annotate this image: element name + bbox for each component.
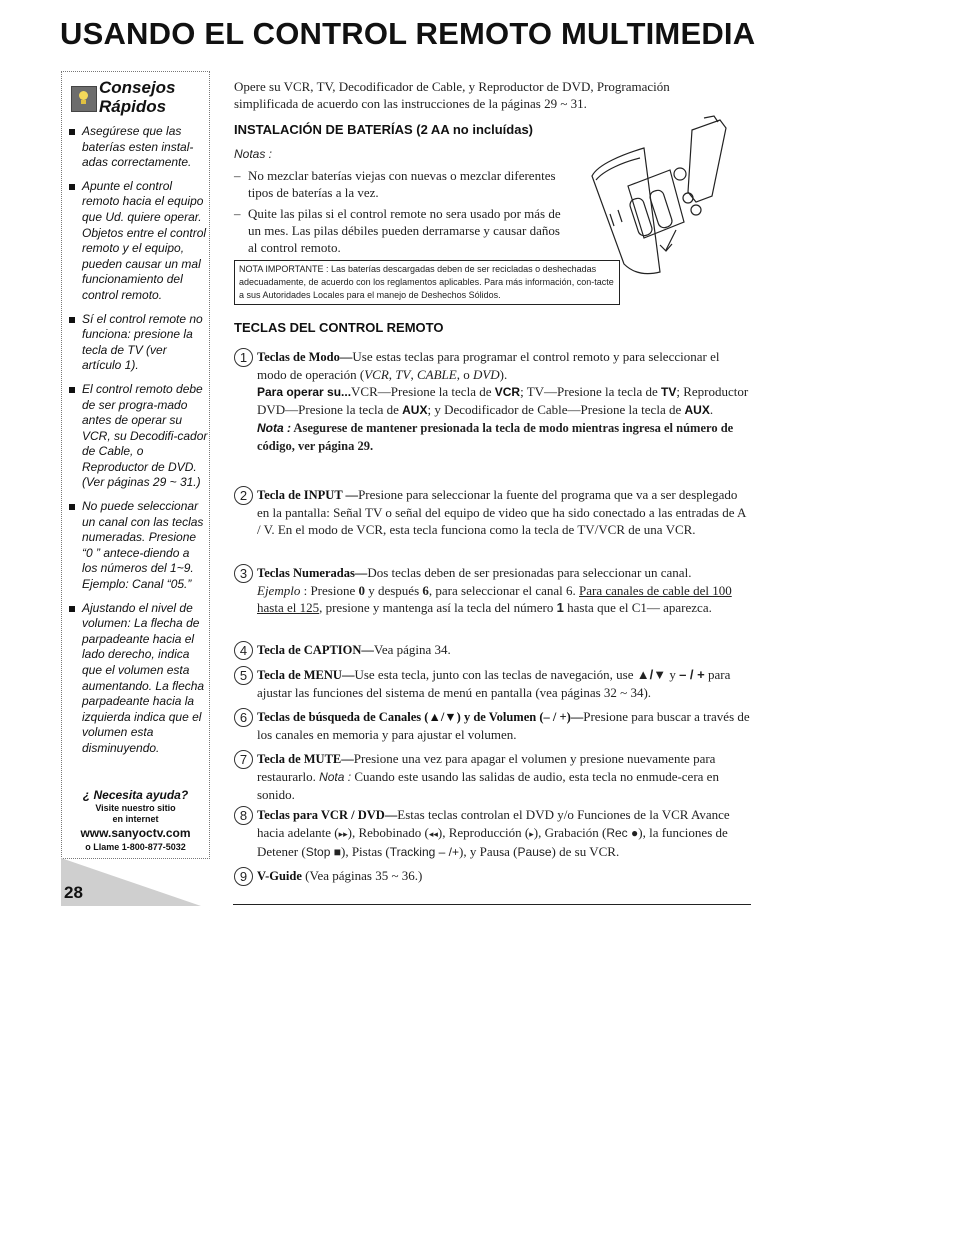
note-label: Nota : xyxy=(319,770,352,784)
aux-key-label: AUX xyxy=(684,403,710,417)
key-description xyxy=(257,867,752,885)
key-text: ), la funciones de Detener ( xyxy=(257,825,728,859)
key-number-2: 2 xyxy=(234,486,253,505)
tip-item: Ajustando el nivel de volumen: La flecha de parpadeante hacia el lado derecho, indica que el volumen esta aumentando. La flecha parpadeante hacia la izquierda indica que el volumen esta disminuyendo. xyxy=(68,601,208,757)
battery-heading: INSTALACIÓN DE BATERÍAS (2 AA no incluídas) xyxy=(234,122,534,137)
key-description xyxy=(257,564,752,616)
notes-label: Notas : xyxy=(234,147,273,161)
help-website-link[interactable]: www.sanyoctv.com xyxy=(80,826,191,840)
battery-notes xyxy=(234,167,564,260)
keys-heading: TECLAS DEL CONTROL REMOTO xyxy=(234,320,444,335)
key-description: Teclas de Modo—Use estas teclas para programar el control remoto y para seleccionar el modo de operación (VCR, TV, CABLE, o DVD). Para operar su...VCR—Presione la tecla de VCR; TV—Presione la tecla de TV; Reproductor DVD—Presione la tecla de AUX; y Decodificador de Cable—Presione la tecla de AUX. Nota : Asegurese de mantener presionada la tecla de modo mientras ingresa el número de código, ver página 29. xyxy=(257,349,749,453)
key-number-3: 3 xyxy=(234,564,253,583)
key-text: (Vea páginas 35 ~ 36.) xyxy=(301,868,423,883)
key-text: Presione para seleccionar la fuente del programa que va a ser desplegado en la pantalla: Señal TV o señal del equipo de video que ha sido conectado a las entradas de A / V. En el modo de VCR, esta tecla funciona como la tecla de TV/VCR de una VCR. xyxy=(257,487,746,537)
key-text: . xyxy=(709,402,714,417)
key-title: Tecla de MENU— xyxy=(257,668,355,682)
tips-sidebar xyxy=(61,71,210,859)
key-text: ), Pistas ( xyxy=(341,844,390,859)
tip-item: Sí el control remote no funciona: presione la tecla de TV (ver artículo 1). xyxy=(68,312,208,374)
key-title: Teclas de búsqueda de Canales (▲/▼) y de Volumen (– / +)— xyxy=(257,710,584,724)
tip-item: Asegúrese que las baterías esten instal-adas correctamente. xyxy=(68,124,208,171)
key-text: Vea página 34. xyxy=(373,642,451,657)
cable-channels-note: Para canales de cable del 100 hasta el 125 xyxy=(257,583,732,615)
tips-header xyxy=(71,78,201,118)
key-text: y xyxy=(666,667,680,682)
key-text: Use esta tecla, junto con las teclas de navegación, use xyxy=(354,667,637,682)
help-phone: o Llame 1-800-877-5032 xyxy=(85,842,186,852)
key-description xyxy=(257,806,752,861)
intro-paragraph: Opere su VCR, TV, Decodificador de Cable, y Reproductor de DVD, Programación simplificada de acuerdo con las instrucciones de la páginas 29 ~ 31. xyxy=(234,79,670,111)
vcr-key-label: VCR xyxy=(494,385,521,399)
key-title: Teclas para VCR / DVD— xyxy=(257,808,398,822)
key-text: ) de su VCR. xyxy=(551,844,620,859)
key-text: ; TV—Presione la tecla de xyxy=(520,384,661,399)
key-description xyxy=(257,641,752,659)
page-title: USANDO EL CONTROL REMOTO MULTIMEDIA xyxy=(60,16,756,51)
important-note-box: NOTA IMPORTANTE : Las baterías descargadas deben de ser recicladas o deshechadas adecuadamente, de acuerdo con los reglamentos aplicables. Para más información, con-tacte a sus Autoridades Locales para el manejo de Deshechos Sólidos. xyxy=(234,260,620,305)
pause-key-label: Pause xyxy=(517,845,552,859)
key-number-1: 1 xyxy=(234,348,253,367)
key-text: Presione para buscar a través de los canales en memoria y para ajustar el volumen. xyxy=(257,709,750,742)
lightbulb-icon xyxy=(71,86,97,112)
remote-battery-illustration xyxy=(584,114,734,276)
key-title: Teclas Numeradas— xyxy=(257,566,368,580)
key-text: Dos teclas deben de ser presionadas para seleccionar un canal. xyxy=(367,565,692,580)
digit-1: 1 xyxy=(556,600,564,615)
key-number-6: 6 xyxy=(234,708,253,727)
key-number-5: 5 xyxy=(234,666,253,685)
aux-key-label: AUX xyxy=(402,403,428,417)
mode-vcr: VCR xyxy=(364,367,389,382)
fast-forward-icon: ▸▸ xyxy=(338,829,348,839)
key-text: ; y Decodificador de Cable—Presione la tecla de xyxy=(427,402,685,417)
key-text: Cuando este usando las salidas de audio, esta tecla no enmude-cera en sonido. xyxy=(257,769,719,802)
example-label: Ejemplo xyxy=(257,583,301,598)
key-title: Tecla de MUTE— xyxy=(257,752,354,766)
key-title: Tecla de CAPTION— xyxy=(257,643,374,657)
key-text: ), Rebobinado ( xyxy=(347,825,429,840)
bottom-rule xyxy=(233,904,751,905)
key-number-4: 4 xyxy=(234,641,253,660)
note-label: Nota : xyxy=(257,421,291,435)
tip-item: El control remoto debe de ser progra-mado antes de operar su VCR, su Decodifi-cador de Cable, o Reproductor de DVD. (Ver páginas 29 ~ 31.) xyxy=(68,382,208,491)
help-internet: en internet xyxy=(112,814,159,824)
tip-item: No puede seleccionar un canal con las teclas numeradas. Presione “0 ” antece-diendo a los números del 1~9. Ejemplo: Canal “05.” xyxy=(68,499,208,593)
note-text: Asegurese de mantener presionada la tecla de modo mientras ingresa el número de código, ver página 29. xyxy=(257,421,734,453)
key-text: Presione una vez para apagar el volumen y presione nuevamente para restaurarlo. xyxy=(257,751,716,784)
battery-note: – No mezclar baterías viejas con nuevas o mezclar diferentes tipos de baterías a la vez. xyxy=(234,167,564,201)
help-box xyxy=(62,788,209,853)
stop-key-label: Stop ■ xyxy=(305,845,341,859)
mode-cable: CABLE xyxy=(416,367,457,382)
key-title: Tecla de INPUT — xyxy=(257,488,359,502)
help-visit: Visite nuestro sitio xyxy=(95,803,176,813)
volume-keys: – / + xyxy=(679,667,705,682)
tracking-key-label: Tracking – /+ xyxy=(389,845,460,859)
key-text: para ajustar las funciones del sistema de menú en pantalla (vea páginas 32 ~ 34). xyxy=(257,667,731,700)
battery-note: – Quite las pilas si el control remote no sera usado por más de un mes. Las pilas débiles pueden derramarse y causar daños al control remoto. xyxy=(234,205,564,256)
nav-arrows: ▲/▼ xyxy=(636,667,667,682)
key-text: ). xyxy=(499,367,508,382)
key-text: , para seleccionar el canal 6. xyxy=(428,583,580,598)
key-text: , o xyxy=(456,367,473,382)
key-text: , presione y mantenga así la tecla del número xyxy=(319,600,557,615)
key-text: VCR—Presione la tecla de xyxy=(351,384,495,399)
mode-tv: TV xyxy=(395,367,411,382)
key-text: ; Reproductor DVD—Presione la tecla de xyxy=(257,384,749,417)
key-text: hasta que el C1–– aparezca. xyxy=(563,600,712,615)
digit-6: 6 xyxy=(422,583,429,598)
page-number: 28 xyxy=(64,883,83,902)
help-question: ¿ Necesita ayuda? xyxy=(82,788,189,802)
tips-list xyxy=(68,124,208,765)
record-key-label: Rec ● xyxy=(606,826,639,840)
tv-key-label: TV xyxy=(661,385,677,399)
key-description xyxy=(257,666,752,701)
rewind-icon: ◂◂ xyxy=(428,829,438,839)
mode-dvd: DVD xyxy=(472,367,500,382)
key-title: Teclas de Modo— xyxy=(257,350,353,364)
key-text: ), Grabación ( xyxy=(533,825,607,840)
key-text: Estas teclas controlan el DVD y/o Funciones de la VCR Avance hacia adelante ( xyxy=(257,807,730,840)
key-text: y después xyxy=(364,583,423,598)
key-description xyxy=(257,750,752,803)
key-text: Use estas teclas para programar el control remoto y para seleccionar el modo de operación ( xyxy=(257,349,720,382)
key-number-9: 9 xyxy=(234,867,253,886)
tips-title-line1: Consejos xyxy=(99,78,176,97)
tips-title-line2: Rápidos xyxy=(99,97,167,116)
play-icon: ▸ xyxy=(529,829,534,839)
key-number-7: 7 xyxy=(234,750,253,769)
tips-title xyxy=(99,78,176,116)
tip-item: Apunte el control remoto hacia el equipo que Ud. quiere operar. Objetos entre el control remoto y el equipo, pueden causar un mal funcionamiento del control remoto. xyxy=(68,179,208,304)
key-text: ), Reproducción ( xyxy=(437,825,530,840)
digit-0: 0 xyxy=(358,583,365,598)
key-description xyxy=(257,486,752,538)
key-number-8: 8 xyxy=(234,806,253,825)
key-title: V-Guide xyxy=(257,869,302,883)
key-text: : Presione xyxy=(300,583,359,598)
key-description xyxy=(257,708,752,743)
para-operar-label: Para operar su... xyxy=(257,385,352,399)
key-text: ), y Pausa ( xyxy=(459,844,518,859)
